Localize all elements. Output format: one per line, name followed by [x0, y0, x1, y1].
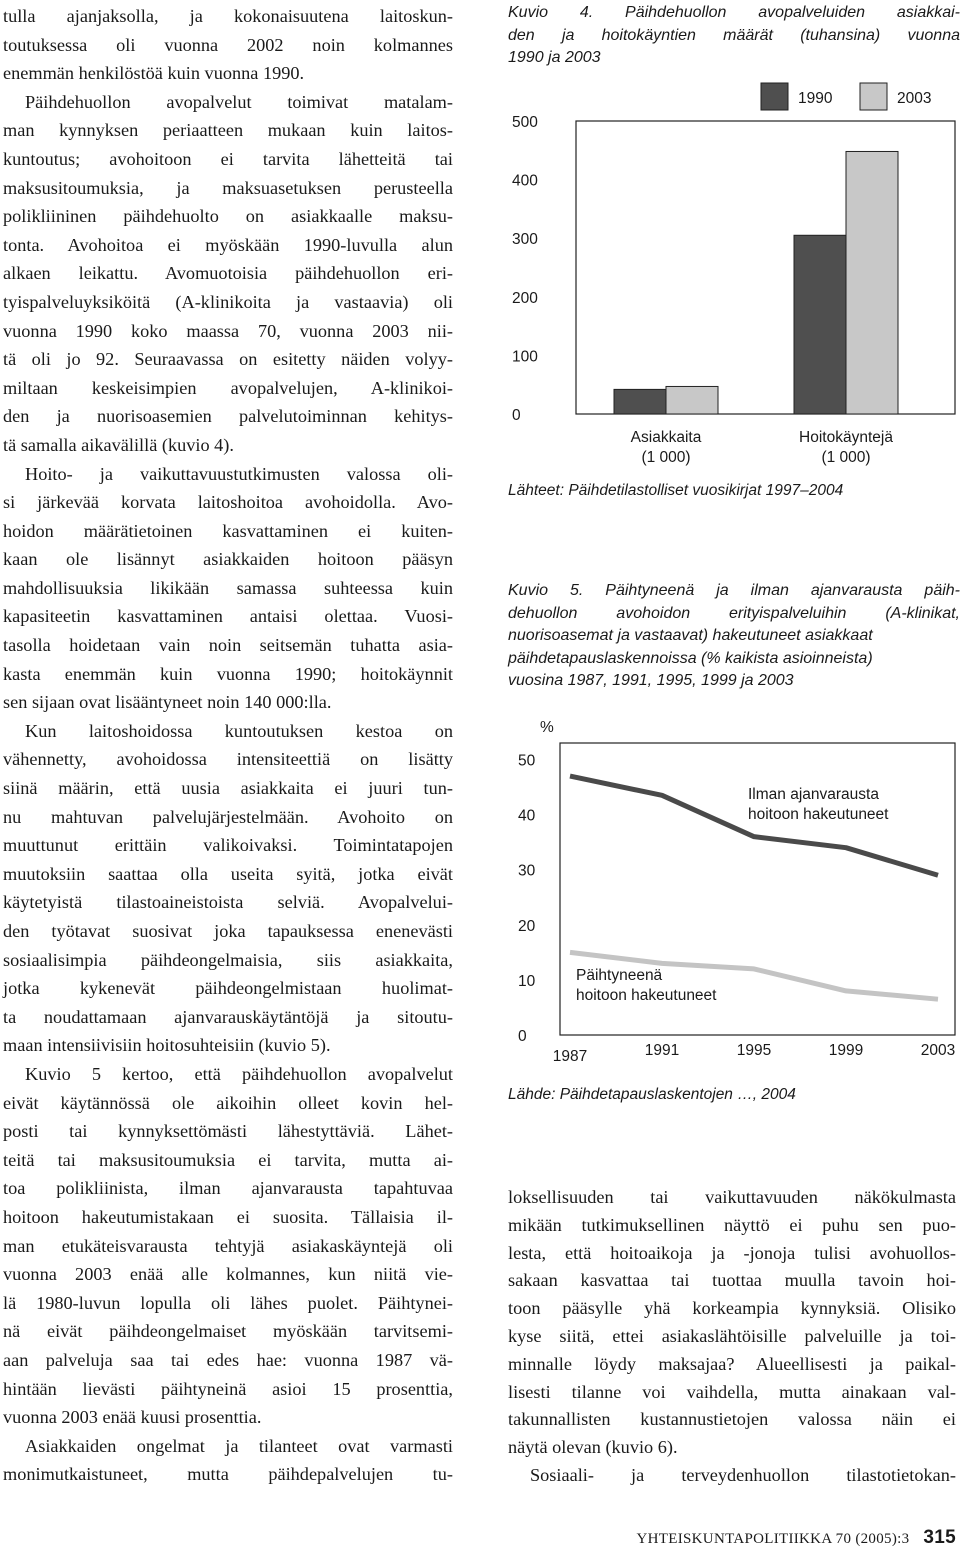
text-line: lisesti tilanne voi vaihdella, mutta ainakaan val- — [508, 1381, 956, 1402]
bar-1990-0 — [614, 389, 666, 414]
text-line: maksusitoumuksia, ja maksuasetuksen perusteella — [3, 177, 453, 198]
text-line: monimutkaistuneet, mutta päihdepalvelujen tu- — [3, 1464, 453, 1485]
text-line: sakaan kasvattaa tai tuottaa muulla tavoin hoi- — [508, 1270, 956, 1291]
caption-line: Kuvio 4. Päihdehuollon avopalveluiden asiakkai- — [508, 4, 960, 21]
y-tick-label: 50 — [518, 752, 536, 770]
text-line: kuntoutus; avohoitoon ei tarvita lähetteitä tai — [3, 148, 453, 169]
text-line: loksellisuuden tai vaikuttavuuden näkökulmasta — [508, 1187, 956, 1207]
text-line: Kuvio 5 kertoo, että päihdehuollon avopalvelut — [25, 1063, 453, 1084]
x-tick-label: 2003 — [920, 1042, 956, 1059]
text-line: muutoksiin saattaa olla useita syitä, jotka eivät — [3, 863, 453, 884]
text-line: Päihdehuollon avopalvelut toimivat matalam- — [25, 91, 453, 112]
text-line: hintään lievästi päihtyneinä asioi 15 prosenttia, — [3, 1378, 453, 1399]
paragraph-6 — [3, 1432, 453, 1489]
page-number: 315 — [923, 1527, 956, 1548]
line-chart — [508, 708, 958, 1078]
caption-line: dehuollon avohoidon erityispalveluihin (A-klinikat, — [508, 604, 960, 622]
figure-5-caption — [508, 580, 960, 693]
y-tick-label: 100 — [512, 348, 538, 366]
series-label: Päihtyneenä — [576, 967, 663, 984]
text-line: aan palveluja saa tai edes hae: vuonna 1987 vä- — [3, 1349, 453, 1370]
text-line: tyispalveluyksiköitä (A-klinikoita ja vastaavia) oli — [3, 291, 453, 312]
y-tick-label: 40 — [518, 807, 536, 825]
bar-chart — [508, 78, 958, 478]
caption-line: päihdetapauslaskennoissa (% kaikista asioinneista) — [508, 649, 873, 667]
y-tick-label: 200 — [512, 289, 538, 307]
y-axis-unit: % — [540, 719, 554, 736]
journal-name: YHTEISKUNTAPOLITIIKKA 70 (2005):3 — [636, 1531, 910, 1547]
x-category-label: (1 000) — [641, 449, 691, 466]
text-line: hoidon määrätietoinen kasvattaminen ei kuiten- — [3, 520, 453, 541]
text-line: eivät käytännössä ole aikoihin olleet kovin hel- — [3, 1092, 453, 1113]
text-line: siinä määrin, että uusia asiakkaita ei juuri tun- — [3, 778, 453, 799]
text-line: tä samalla aikavälillä (kuvio 4). — [3, 434, 234, 455]
text-line: man etukäteisvarausta tehtyjä asiakaskäyntejä oli — [3, 1235, 453, 1256]
text-line: lesta, että hoitoaikoja ja -jonoja tulisi avohuollos- — [508, 1242, 956, 1263]
paragraph-5 — [3, 1060, 453, 1432]
figure-5-source: Lähde: Päihdetapauslaskentojen …, 2004 — [508, 1086, 796, 1103]
legend-label: 1990 — [798, 90, 833, 107]
text-line: jotka kykenevät päihdeongelmistaan huolimat- — [3, 978, 453, 999]
text-line: miltaan keskeisimpien avopalvelujen, A-klinikoi- — [3, 377, 453, 398]
paragraph-4 — [3, 717, 453, 1060]
y-tick-label: 400 — [512, 172, 538, 190]
text-line: vuonna 2003 enää alle kolmannes, kun niitä vie- — [3, 1264, 453, 1285]
text-line: vuonna 1990 koko maassa 70, vuonna 2003 nii- — [3, 320, 453, 341]
text-line: den työtavat suosivat joka tapauksessa enenevästi — [3, 921, 453, 941]
figure-5-chart — [508, 708, 958, 1078]
left-column — [3, 2, 453, 1489]
text-line: enemmän henkilöstöä kuin vuonna 1990. — [3, 63, 305, 84]
text-line: Sosiaali- ja terveydenhuollon tilastotietokan- — [530, 1464, 956, 1485]
paragraph-3 — [3, 460, 453, 717]
text-line: maan intensiivisiin hoitosuhteisiin (kuvio 5). — [3, 1035, 331, 1056]
bar-2003-1 — [846, 151, 898, 414]
text-line: sosiaalisimpia päihdeongelmaisia, siis asiakkaita, — [3, 949, 453, 970]
series-label: Ilman ajanvarausta — [748, 786, 879, 803]
text-line: teitä tai maksusitoumuksia ei tarvita, mutta ai- — [3, 1149, 453, 1170]
text-line: takunnallisten kustannustietojen valossa näin ei — [508, 1409, 956, 1430]
text-line: nu mahtuvan palvelujärjestelmään. Avohoito on — [3, 806, 453, 827]
bar-2003-0 — [666, 386, 718, 414]
text-line: muuttunut erittäin valikoivaksi. Toimintatapojen — [3, 835, 453, 856]
x-category-label: (1 000) — [821, 449, 871, 466]
text-line: käytetyistä tilastoaineistoista selviä. Avopalvelui- — [3, 892, 453, 913]
text-line: kaan ole lisännyt asiakkaiden hoitoon pääsyn — [3, 549, 453, 570]
text-line: mahdollisuuksia likikään samassa suhteessa kuin — [3, 577, 453, 598]
text-line: ta noudattamaan ajanvarauskäytäntöjä ja sitoutu- — [3, 1006, 453, 1027]
series-label: hoitoon hakeutuneet — [576, 987, 717, 1004]
figure-4-source: Lähteet: Päihdetilastolliset vuosikirjat 1997–2004 — [508, 482, 844, 499]
text-line: hoitoon hakeutumistakaan ei suosita. Tällaisia il- — [3, 1206, 453, 1227]
text-line: si järkevää korvata laitoshoitoa avohoidolla. Avo- — [3, 492, 453, 513]
text-line: kyse siitä, ettei asiakaslähtöisille palveluille ja toi- — [508, 1325, 956, 1346]
x-tick-label: 1995 — [736, 1042, 772, 1059]
text-line: nä eivät päihdeongelmaiset myöskään tarvitsemi- — [3, 1321, 453, 1342]
text-line: toon pääsylle yhä korkeampia kynnyksiä. Olisiko — [508, 1298, 956, 1319]
right-column-text — [508, 1184, 956, 1490]
bar-1990-1 — [794, 235, 846, 414]
text-line: tä oli jo 92. Seuraavassa on esitetty näiden volyy- — [3, 349, 453, 370]
caption-line: Kuvio 5. Päihtyneenä ja ilman ajanvarausta päih- — [508, 582, 960, 599]
paragraph-1 — [3, 2, 453, 88]
text-line: alkaen leikattu. Avomuotoisia päihdehuollon eri- — [3, 263, 453, 284]
text-line: minnalle löydy maksajaa? Alueellisesti ja paikal- — [508, 1353, 956, 1374]
text-line: mikään tutkimuksellinen näyttö ei puhu sen puo- — [508, 1214, 956, 1235]
text-line: vähennetty, avohoidossa intensiteettiä on lisätty — [3, 749, 453, 770]
text-line: Asiakkaiden ongelmat ja tilanteet ovat varmasti — [25, 1435, 453, 1456]
series-label: hoitoon hakeutuneet — [748, 806, 889, 823]
caption-line: den ja hoitokäyntien määrät (tuhansina) vuonna — [508, 26, 960, 44]
text-line: tonta. Avohoitoa ei myöskään 1990-luvulla alun — [3, 234, 453, 255]
text-line: man kynnyksen periaatteen mukaan kuin laitos- — [3, 120, 453, 141]
page-footer — [637, 1527, 956, 1549]
text-line: tasolla hoidetaan vain noin seitsemän tuhatta asia- — [3, 635, 453, 656]
text-line: toutuksessa oli vuonna 2002 noin kolmannes — [3, 34, 453, 55]
y-tick-label: 30 — [518, 862, 536, 880]
figure-4-chart — [508, 78, 958, 478]
y-tick-label: 10 — [518, 972, 536, 990]
text-line: toa polikliinista, ilman ajanvarausta tapahtuvaa — [3, 1178, 453, 1199]
text-line: näytä olevan (kuvio 6). — [508, 1437, 678, 1458]
x-tick-label: 1991 — [644, 1042, 680, 1059]
caption-line: 1990 ja 2003 — [508, 49, 601, 66]
text-line: kapasiteetin kasvattaminen antaisi olettaa. Vuosi- — [3, 606, 453, 627]
y-tick-label: 500 — [512, 114, 538, 131]
text-line: kasta enemmän kuin vuonna 1990; hoitokäynnit — [3, 663, 453, 684]
text-line: sen sijaan ovat lisääntyneet noin 140 000:lla. — [3, 692, 332, 713]
caption-line: nuorisoasemat ja vastaavat) hakeutuneet asiakkaat — [508, 627, 873, 644]
text-line: tulla ajanjaksolla, ja kokonaisuutena laitoskun- — [3, 6, 453, 26]
figure-4-caption — [508, 2, 960, 70]
x-tick-label: 1999 — [828, 1042, 864, 1059]
text-line: vuonna 2003 enää kuusi prosenttia. — [3, 1407, 262, 1428]
text-line: den ja nuorisoasemien palvelutoiminnan kehitys- — [3, 406, 453, 427]
x-category-label: Asiakkaita — [630, 429, 702, 446]
legend-swatch-1990 — [761, 83, 788, 110]
caption-line: vuosina 1987, 1991, 1995, 1999 ja 2003 — [508, 672, 794, 689]
text-line: Kun laitoshoidossa kuntoutuksen kestoa on — [25, 720, 453, 741]
legend-label: 2003 — [897, 90, 932, 107]
text-line: lä 1980-luvun lopulla oli lähes puolet. Päihtynei- — [3, 1292, 453, 1313]
y-tick-label: 300 — [512, 231, 538, 249]
x-category-label: Hoitokäyntejä — [799, 429, 893, 446]
y-tick-label: 0 — [518, 1028, 527, 1045]
y-tick-label: 20 — [518, 917, 536, 935]
x-tick-label: 1987 — [552, 1048, 588, 1065]
legend-swatch-2003 — [860, 83, 887, 110]
paragraph-2 — [3, 88, 453, 460]
text-line: polikliininen päihdehuolto on asiakkaalle maksu- — [3, 206, 453, 227]
y-tick-label: 0 — [512, 407, 521, 424]
text-line: posti tai kynnyksettömästi lähestyttäviä. Lähet- — [3, 1121, 453, 1142]
text-line: Hoito- ja vaikuttavuustutkimusten valossa oli- — [25, 463, 453, 484]
